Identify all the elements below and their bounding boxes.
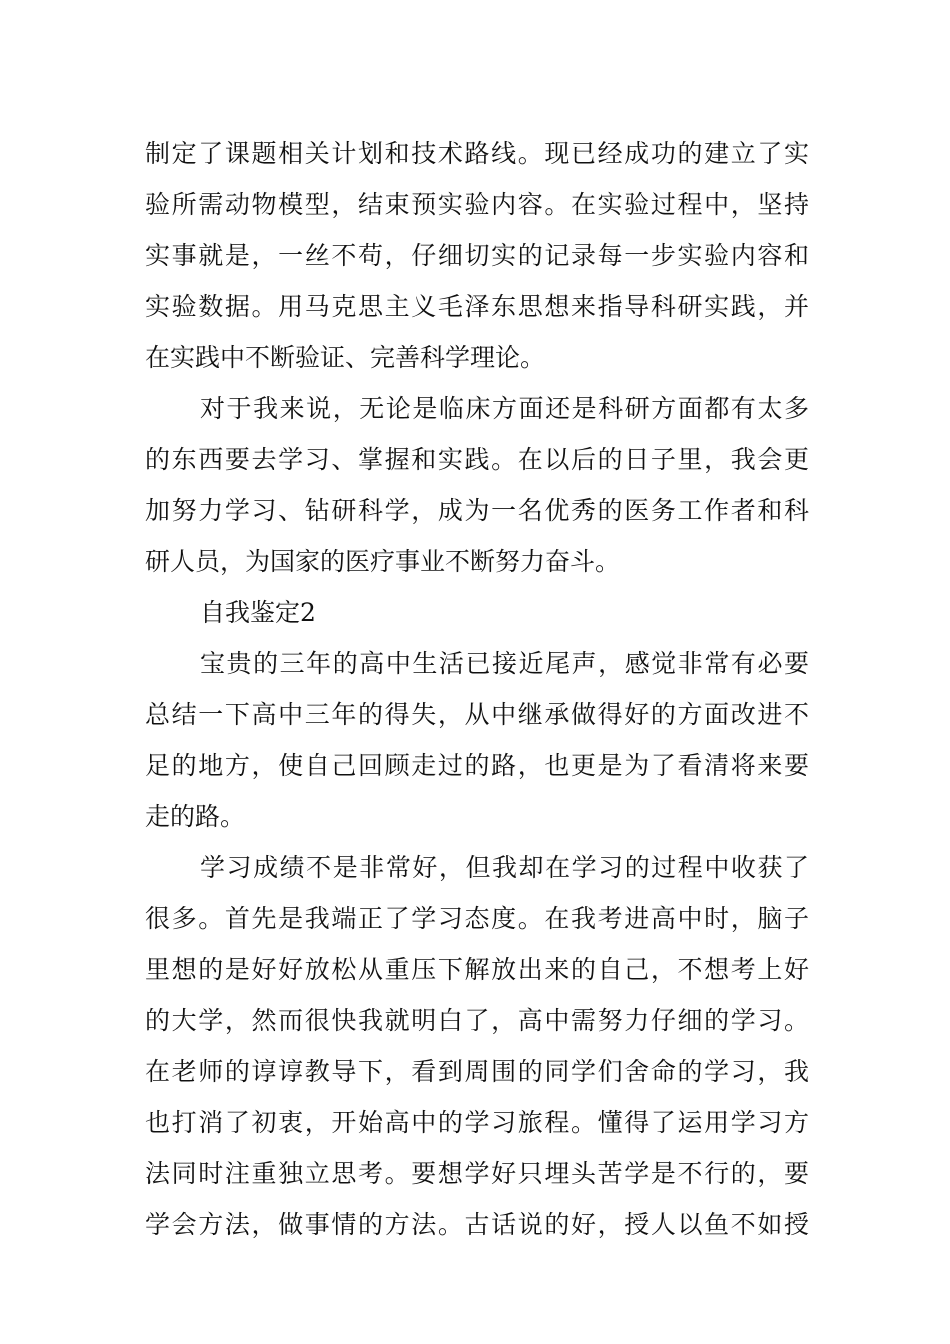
text-line: 的大学，然而很快我就明白了，高中需努力仔细的学习。 bbox=[145, 1006, 809, 1035]
text-line: 研人员，为国家的医疗事业不断努力奋斗。 bbox=[145, 547, 621, 576]
text-line: 总结一下高中三年的得失，从中继承做得好的方面改进不 bbox=[145, 700, 809, 729]
text-line: 的东西要去学习、掌握和实践。在以后的日子里，我会更 bbox=[145, 445, 809, 474]
text-line: 学会方法，做事情的方法。古话说的好，授人以鱼不如授 bbox=[145, 1210, 809, 1239]
text-line: 在老师的谆谆教导下，看到周围的同学们舍命的学习，我 bbox=[145, 1057, 809, 1086]
section-heading bbox=[145, 587, 809, 638]
text-line: 验所需动物模型，结束预实验内容。在实验过程中，坚持 bbox=[145, 190, 809, 219]
paragraph-4 bbox=[145, 842, 809, 1250]
text-line: 很多。首先是我端正了学习态度。在我考进高中时，脑子 bbox=[145, 904, 809, 933]
text-line: 在实践中不断验证、完善科学理论。 bbox=[145, 343, 546, 372]
text-line: 加努力学习、钻研科学，成为一名优秀的医务工作者和科 bbox=[145, 496, 809, 525]
heading-text: 自我鉴定2 bbox=[200, 598, 316, 627]
text-line: 里想的是好好放松从重压下解放出来的自己，不想考上好 bbox=[145, 955, 809, 984]
text-line: 制定了课题相关计划和技术路线。现已经成功的建立了实 bbox=[145, 139, 809, 168]
text-line: 实事就是，一丝不苟，仔细切实的记录每一步实验内容和 bbox=[145, 241, 809, 270]
text-line: 对于我来说，无论是临床方面还是科研方面都有太多 bbox=[200, 394, 809, 423]
paragraph-3 bbox=[145, 638, 809, 842]
text-line: 也打消了初衷，开始高中的学习旅程。懂得了运用学习方 bbox=[145, 1108, 809, 1137]
text-line: 实验数据。用马克思主义毛泽东思想来指导科研实践，并 bbox=[145, 292, 809, 321]
document-body bbox=[145, 128, 809, 1250]
text-line: 宝贵的三年的高中生活已接近尾声，感觉非常有必要 bbox=[200, 649, 809, 678]
text-line: 法同时注重独立思考。要想学好只埋头苦学是不行的，要 bbox=[145, 1159, 809, 1188]
paragraph-1 bbox=[145, 128, 809, 383]
text-line: 足的地方，使自己回顾走过的路，也更是为了看清将来要 bbox=[145, 751, 809, 780]
text-line: 学习成绩不是非常好，但我却在学习的过程中收获了 bbox=[200, 853, 809, 882]
paragraph-2 bbox=[145, 383, 809, 587]
text-line: 走的路。 bbox=[145, 802, 246, 831]
